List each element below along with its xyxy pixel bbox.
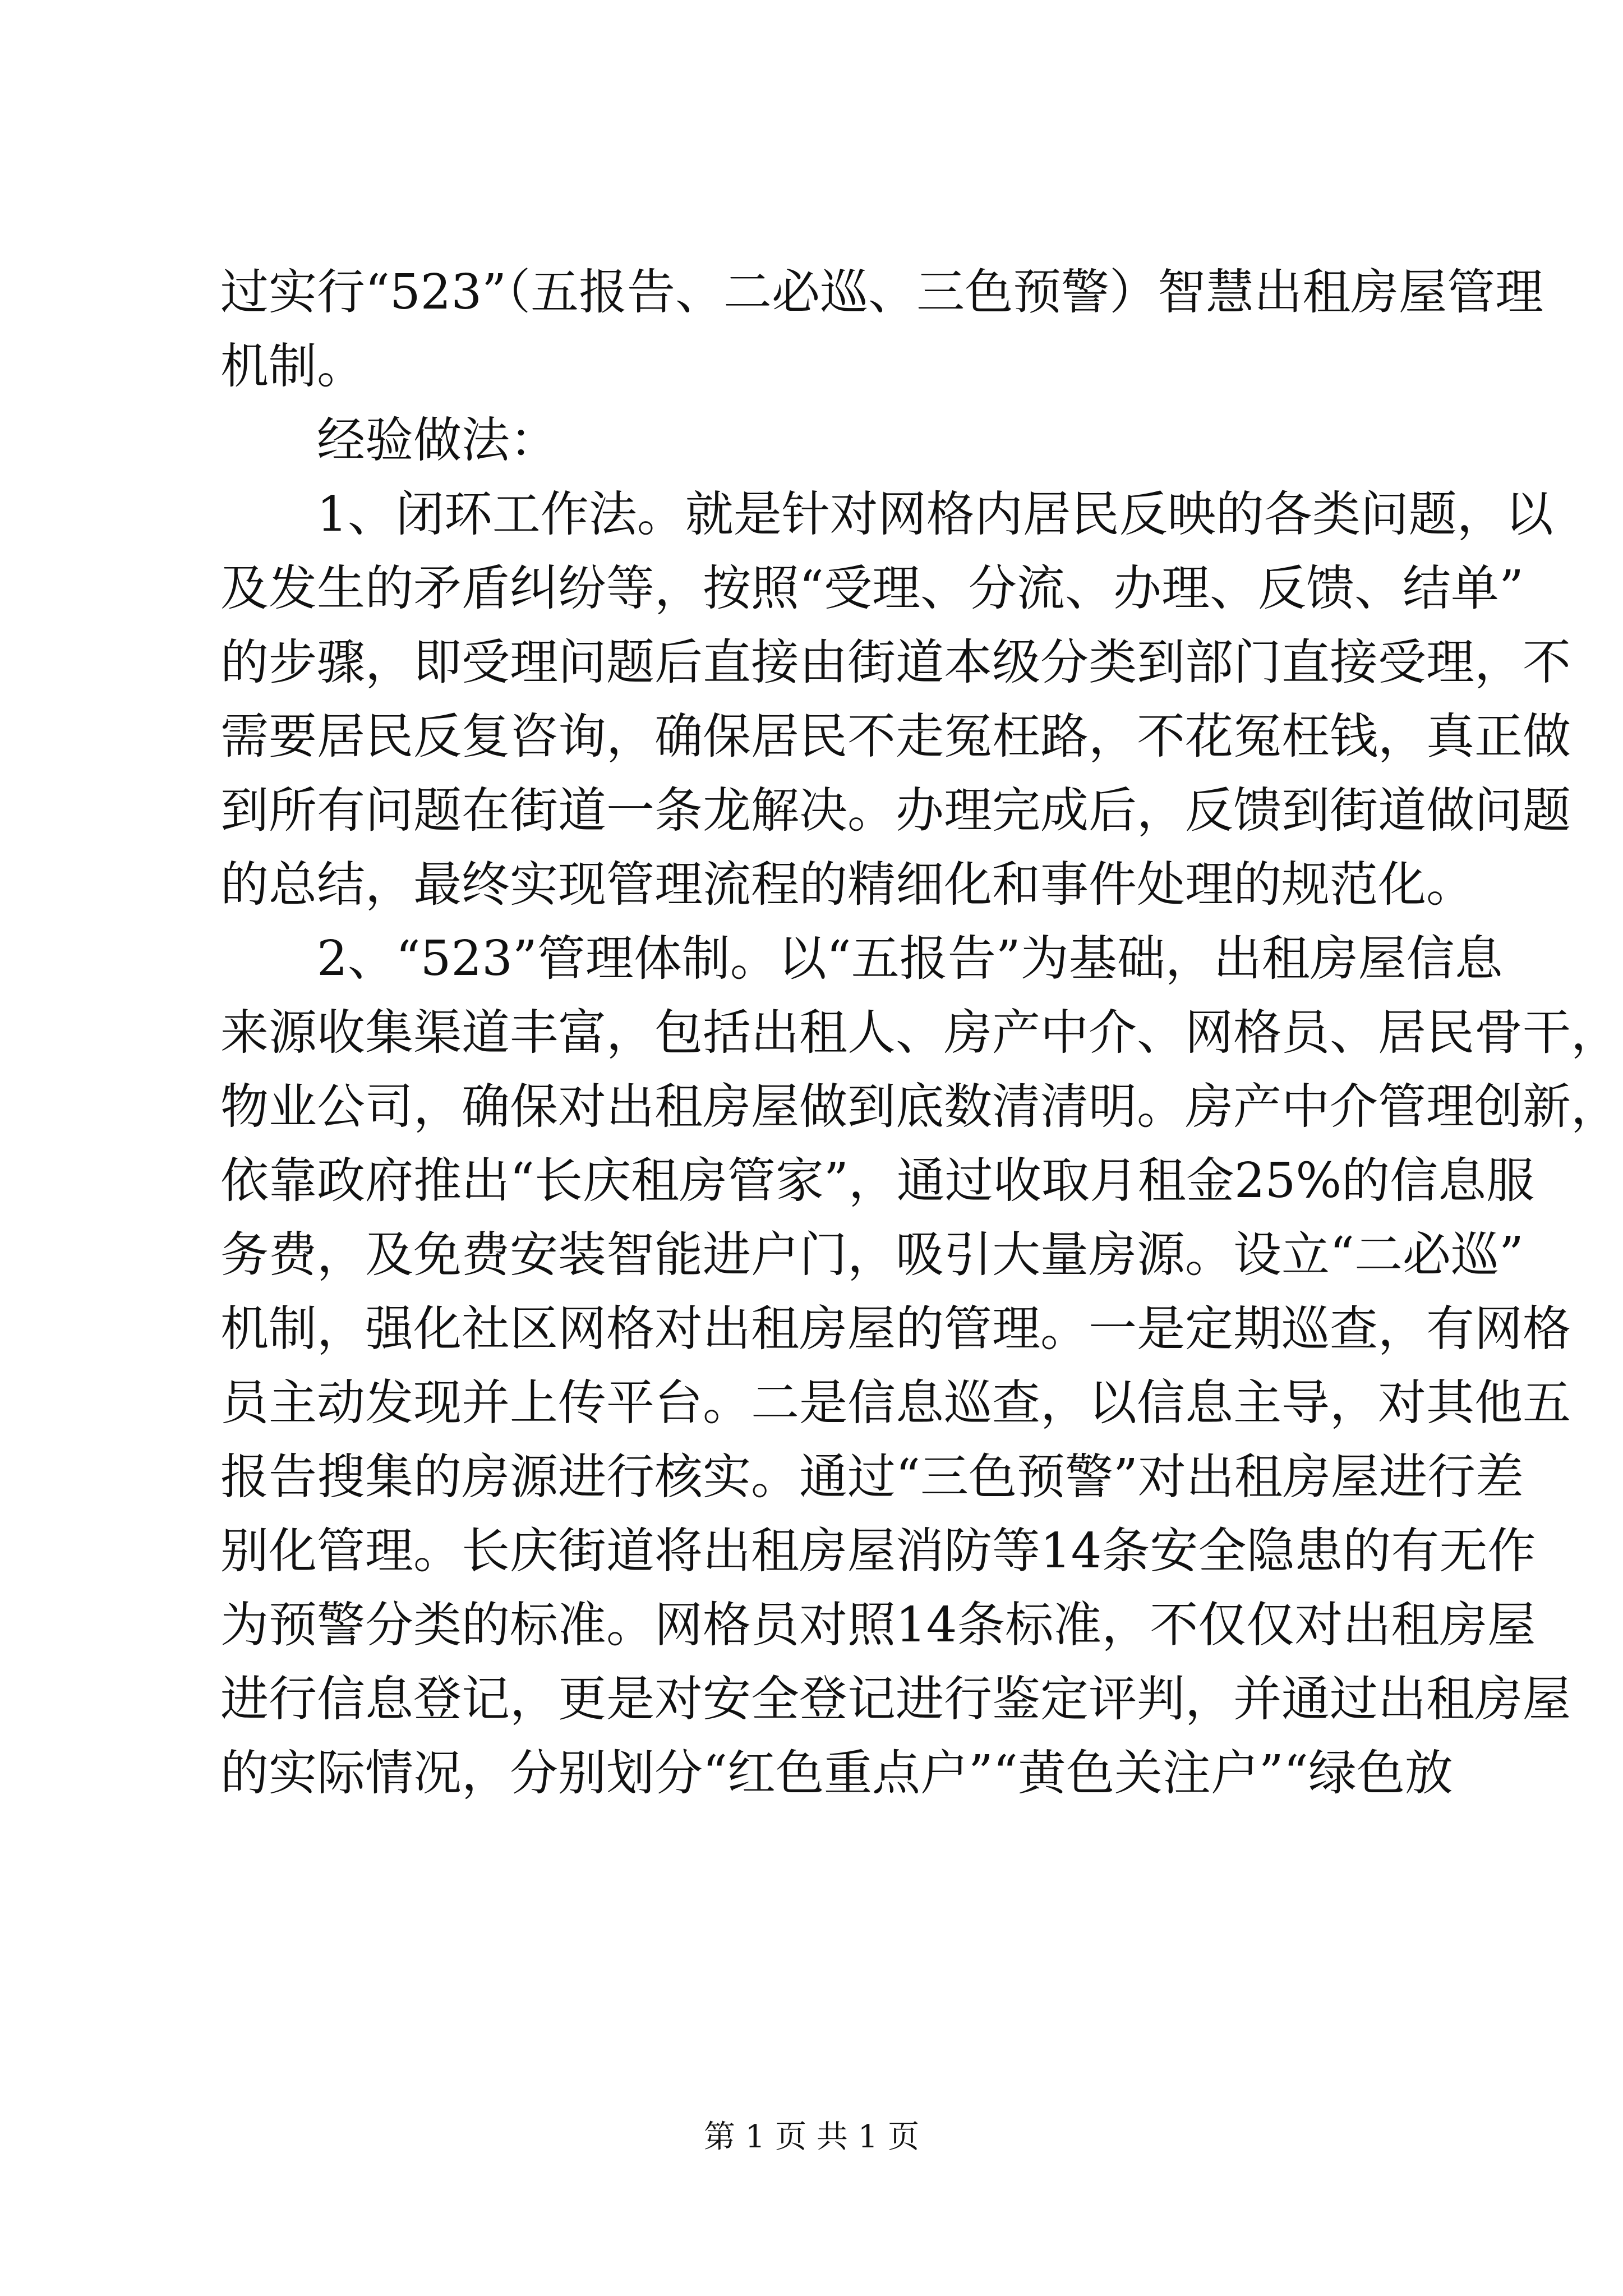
text-line-6: 的步骤，即受理问题后直接由街道本级分类到部门直接受理，不	[220, 634, 1571, 691]
page-footer-page-number: 第 1 页 共 1 页	[703, 2119, 920, 2155]
text-line-2: 机制。	[220, 338, 365, 394]
text-line-14: 务费，及免费安装智能进户门，吸引大量房源。设立“二必巡”	[220, 1227, 1524, 1283]
text-line-8: 到所有问题在街道一条龙解决。办理完成后，反馈到街道做问题	[220, 783, 1571, 839]
text-line-4: 1、闭环工作法。就是针对网格内居民反映的各类问题，以	[317, 486, 1553, 542]
text-line-5: 及发生的矛盾纠纷等，按照“受理、分流、办理、反馈、结单”	[220, 560, 1524, 616]
section-heading-experience: 经验做法：	[317, 412, 558, 468]
text-line-13: 依靠政府推出“长庆租房管家”，通过收取月租金25%的信息服	[220, 1153, 1535, 1209]
text-line-18: 别化管理。长庆街道将出租房屋消防等14条安全隐患的有无作	[220, 1523, 1536, 1579]
text-line-19: 为预警分类的标准。网格员对照14条标准，不仅仅对出租房屋	[220, 1597, 1536, 1653]
text-line-7: 需要居民反复咨询，确保居民不走冤枉路，不花冤枉钱，真正做	[220, 708, 1571, 765]
text-line-15: 机制，强化社区网格对出租房屋的管理。一是定期巡查，有网格	[220, 1301, 1571, 1357]
text-line-1: 过实行“523”（五报告、二必巡、三色预警）智慧出租房屋管理	[220, 264, 1544, 320]
text-line-20: 进行信息登记，更是对安全登记进行鉴定评判，并通过出租房屋	[220, 1671, 1571, 1727]
text-line-9: 的总结，最终实现管理流程的精细化和事件处理的规范化。	[220, 857, 1474, 913]
text-line-17: 报告搜集的房源进行核实。通过“三色预警”对出租房屋进行差	[220, 1449, 1524, 1505]
text-line-12: 物业公司，确保对出租房屋做到底数清清明。房产中介管理创新，	[220, 1079, 1619, 1135]
text-line-10: 2、“523”管理体制。以“五报告”为基础，出租房屋信息	[317, 931, 1503, 987]
text-line-21: 的实际情况，分别划分“红色重点户”“黄色关注户”“绿色放	[220, 1745, 1453, 1801]
text-line-16: 员主动发现并上传平台。二是信息巡查，以信息主导，对其他五	[220, 1375, 1571, 1431]
text-line-11: 来源收集渠道丰富，包括出租人、房产中介、网格员、居民骨干，	[220, 1005, 1619, 1061]
